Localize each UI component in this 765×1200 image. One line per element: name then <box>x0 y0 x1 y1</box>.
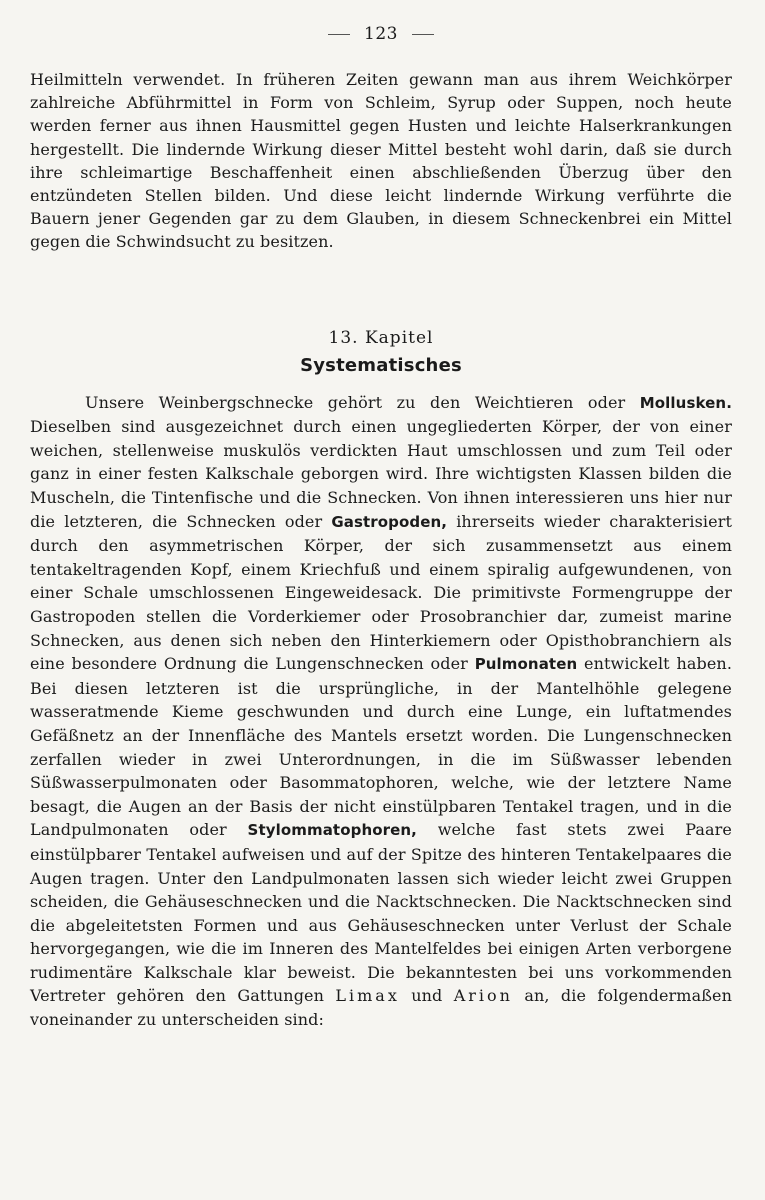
dash-right <box>412 34 434 35</box>
chapter-title: Systematisches <box>300 354 462 376</box>
term-stylommatophoren: Stylommatophoren, <box>247 821 417 840</box>
page-number <box>30 24 732 48</box>
text-segment: Unsere Weinbergschnecke gehört zu den Weichtieren oder <box>85 392 640 412</box>
book-page <box>30 0 732 1032</box>
text-segment: welche fast stets zwei Paare einstülpbarer Tentakel aufweisen und auf der Spitze des hinteren Tentakelpaares die Augen tragen. Unter den Landpulmonaten lassen sich wieder leicht zwei Gruppen scheiden, die Gehäuseschnecken und die Nacktschnecken. Die Nacktschnecken sind die abgeleitetsten Formen und aus Gehäuseschnecken unter Verlust der Schale hervorgegangen, wie die im Inneren des Mantelfeldes bei einigen Arten verborgene rudimentäre Kalkschale klar beweist. Die bekanntesten bei uns vorkommenden Vertreter gehören den Gattungen <box>30 820 733 1006</box>
chapter-number: 13. Kapitel <box>328 327 434 348</box>
text-segment: ihrerseits wieder charakterisiert durch den asymmetrischen Körper, der sich zusammensetzt aus einem tentakeltragenden Kopf, einem Kriechfuß und einem spiralig aufgewundenen, von einer Schale umschlossenen Eingeweidesack. Die primitivste Formengruppe der Gastropoden stellen die Vorderkiemer oder Prosobranchier dar, zumeist marine Schnecken, aus denen sich neben den Hinterkiemern oder Opisthobranchiern als eine besondere Ordnung die Lungenschnecken oder <box>30 511 733 674</box>
page-number-text: 123 <box>364 24 398 44</box>
dash-left <box>328 34 350 35</box>
term-pulmonaten: Pulmonaten <box>474 655 578 674</box>
text-segment: und <box>399 986 454 1006</box>
text-segment: entwickelt haben. Bei diesen letzteren ist die ursprüngliche, in der Mantelhöhle gelegene wasseratmende Kieme geschwunden und durch eine Lunge, ein luftatmendes Gefäßnetz an der Innenfläche des Mantels ersetzt worden. Die Lungenschnecken zerfallen wieder in zwei Unterordnungen, in die im Süßwasser lebenden Süßwasserpulmonaten oder Basommatophoren, welche, wie der letztere Name besagt, die Augen an der Basis der nicht einstülpbaren Tentakel tragen, und in die Landpulmonaten oder <box>30 654 733 840</box>
text-segment: Dieselben sind ausgezeichnet durch einen ungegliederten Körper, der von einer weichen, stellenweise muskulös verdickten Haut umschlossen und zum Teil oder ganz in einer festen Kalkschale geborgen wird. Ihre wichtigsten Klassen bilden die Muscheln, die Tintenfische und die Schnecken. Von ihnen interessieren uns hier nur die letzteren, die Schnecken oder <box>30 417 732 531</box>
genus-arion: Arion <box>453 986 513 1006</box>
term-mollusken: Mollusken. <box>639 393 732 412</box>
genus-limax: Limax <box>335 986 400 1006</box>
text-segment: an, die folgendermaßen voneinander zu unterscheiden sind: <box>30 986 732 1030</box>
paragraph-continuation: Heilmitteln verwendet. In früheren Zeiten gewann man aus ihrem Weichkörper zahlreiche Abführmittel in Form von Schleim, Syrup oder Suppen, noch heute werden ferner aus ihnen Hausmittel gegen Husten und leichte Halserkrankungen hergestellt. Die lindernde Wirkung dieser Mittel besteht wohl darin, daß sie durch ihre schleimartige Beschaffenheit einen abschließenden Überzug über den entzündeten Stellen bilden. Und diese leicht lindernde Wirkung verführte die Bauern jener Gegenden gar zu dem Glauben, in diesem Schneckenbrei ein Mittel gegen die Schwindsucht zu besitzen. <box>30 70 732 252</box>
term-gastropoden: Gastropoden, <box>331 512 448 531</box>
paragraph-systematics <box>30 391 732 1032</box>
